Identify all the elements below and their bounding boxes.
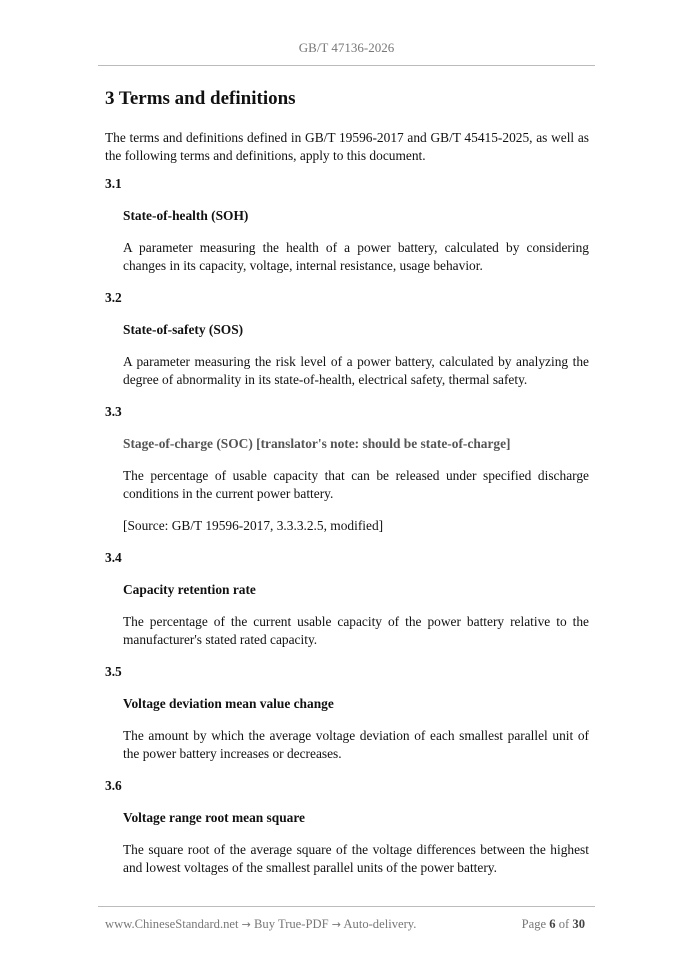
footer-divider — [98, 906, 595, 907]
page-content — [105, 86, 589, 891]
entry-number: 3.2 — [105, 290, 122, 305]
entry-term: State-of-health (SOH) — [123, 208, 249, 223]
entry-definition: A parameter measuring the risk level of a power battery, calculated by analyzing the degree of abnormality in its state-of-health, electrical safety, thermal safety. — [123, 354, 589, 387]
arrow-icon: → — [241, 918, 251, 931]
page-label: Page — [521, 917, 547, 931]
entry-definition: A parameter measuring the health of a power battery, calculated by considering changes in its capacity, voltage, internal resistance, usage behavior. — [123, 240, 589, 273]
entry-number: 3.5 — [105, 664, 122, 679]
page-number — [522, 917, 585, 932]
arrow-icon: → — [331, 918, 341, 931]
page-total: 30 — [572, 917, 585, 931]
entry-definition: The percentage of the current usable capacity of the power battery relative to the manufacturer's stated rated capacity. — [123, 614, 589, 647]
entry-term: Stage-of-charge (SOC) [translator's note: should be state-of-charge] — [123, 436, 511, 451]
entry-term: Voltage deviation mean value change — [123, 696, 334, 711]
page-current: 6 — [549, 917, 556, 931]
entry-number: 3.6 — [105, 778, 122, 793]
entry-number: 3.4 — [105, 550, 122, 565]
page-header: GB/T 47136-2026 — [298, 40, 395, 55]
entry-term: Voltage range root mean square — [123, 810, 306, 825]
header-divider — [98, 65, 595, 66]
section-intro: The terms and definitions defined in GB/T 19596-2017 and GB/T 45415-2025, as well as the following terms and definitions, apply to this document. — [105, 130, 589, 163]
buy-pdf-link[interactable]: Buy True-PDF — [254, 917, 329, 931]
entry-source: [Source: GB/T 19596-2017, 3.3.3.2.5, modified] — [123, 518, 384, 533]
entry-number: 3.3 — [105, 404, 122, 419]
entry-term: State-of-safety (SOS) — [123, 322, 244, 337]
footer-links — [105, 917, 416, 932]
entry-definition: The square root of the average square of the voltage differences between the highest and lowest voltages of the smallest parallel units of the power battery. — [123, 842, 589, 875]
page-of: of — [558, 917, 570, 931]
delivery-text: Auto-delivery. — [343, 917, 417, 931]
entry-term: Capacity retention rate — [123, 582, 256, 597]
entry-definition: The percentage of usable capacity that can be released under specified discharge conditions in the current power battery. — [123, 468, 589, 501]
entry-number: 3.1 — [105, 176, 122, 191]
entry-definition: The amount by which the average voltage deviation of each smallest parallel unit of the power battery increases or decreases. — [123, 728, 589, 761]
site-link[interactable]: www.ChineseStandard.net — [105, 917, 239, 931]
section-title: 3 Terms and definitions — [105, 88, 296, 109]
